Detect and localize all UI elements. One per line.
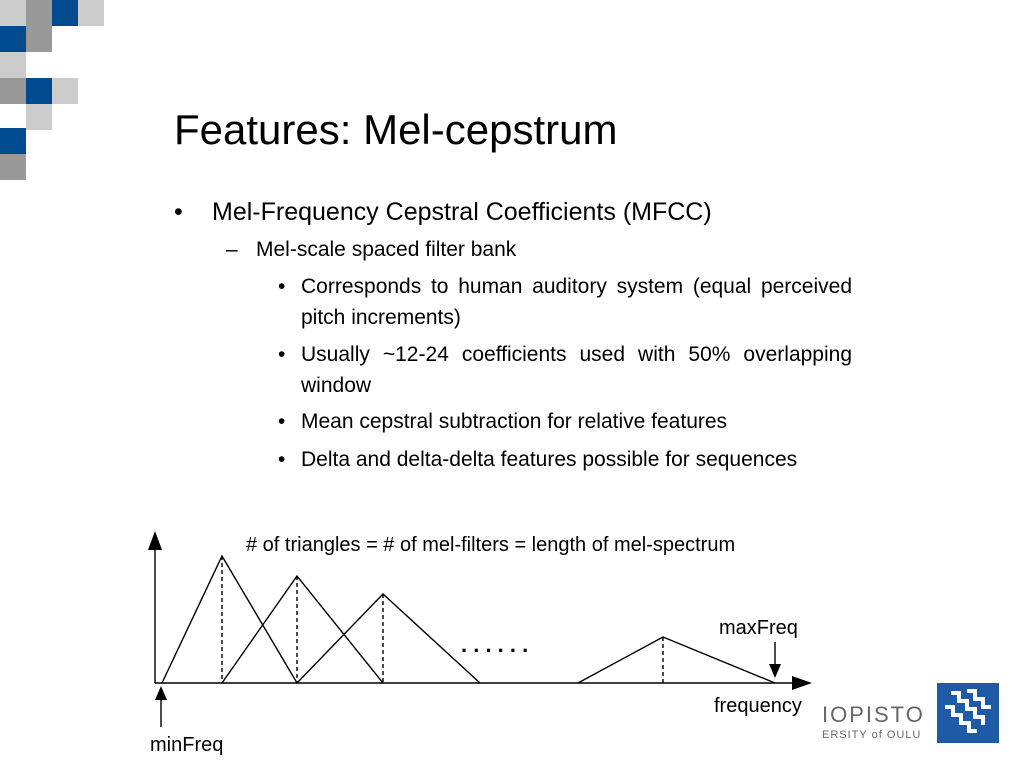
bullet-marker: • <box>174 198 183 226</box>
deco-square <box>26 0 52 26</box>
ellipsis-dots: . . . . . . <box>461 632 529 657</box>
triangle-filter <box>578 637 775 683</box>
bullet-text: Mel-scale spaced filter bank <box>256 238 517 261</box>
frequency-label: frequency <box>714 695 802 717</box>
min-arrowhead <box>155 686 167 700</box>
triangle-filter <box>162 556 297 683</box>
deco-square <box>26 104 52 130</box>
deco-square <box>52 0 78 26</box>
deco-square <box>0 128 26 154</box>
bullet-text: Mel-Frequency Cepstral Coefficients (MFCC) <box>212 198 712 226</box>
deco-square <box>78 0 104 26</box>
deco-square <box>0 78 26 104</box>
slide-title: Features: Mel-cepstrum <box>174 106 618 153</box>
sub-bullet <box>278 406 852 437</box>
triangle-filter <box>297 594 480 683</box>
deco-square <box>26 26 52 52</box>
sub-bullet <box>278 271 852 333</box>
bullet-text: Corresponds to human auditory system (equal perceived pitch increments) <box>301 275 852 329</box>
bullet-text: Usually ~12-24 coefficients used with 50% overlapping window <box>301 343 852 397</box>
x-axis-arrowhead <box>792 676 812 690</box>
mel-filterbank-figure <box>140 520 830 760</box>
logo-text-line1: IOPISTO <box>822 702 925 727</box>
university-logo-icon <box>937 683 999 743</box>
max-arrowhead <box>769 664 781 678</box>
y-axis-arrowhead <box>148 531 162 550</box>
bullet-marker: • <box>278 410 286 433</box>
bullet-text: Delta and delta-delta features possible for sequences <box>301 448 798 471</box>
triangle-filter <box>222 576 383 683</box>
deco-square <box>0 52 26 78</box>
deco-square <box>0 26 26 52</box>
sub-bullet <box>278 339 852 401</box>
max-freq-label: maxFreq <box>719 617 798 639</box>
dash-marker: – <box>226 238 238 261</box>
deco-square <box>26 78 52 104</box>
figure-caption: # of triangles = # of mel-filters = length of mel-spectrum <box>246 534 736 556</box>
bullet-text: Mean cepstral subtraction for relative features <box>301 410 728 433</box>
sub-bullet <box>278 444 852 475</box>
deco-square <box>0 0 26 26</box>
deco-square <box>52 78 78 104</box>
bullet-marker: • <box>278 448 286 471</box>
bullet-marker: • <box>278 343 286 366</box>
logo-text-line2: ERSITY of OULU <box>822 729 922 741</box>
min-freq-label: minFreq <box>150 734 224 756</box>
deco-square <box>0 154 26 180</box>
bullet-marker: • <box>278 275 286 298</box>
